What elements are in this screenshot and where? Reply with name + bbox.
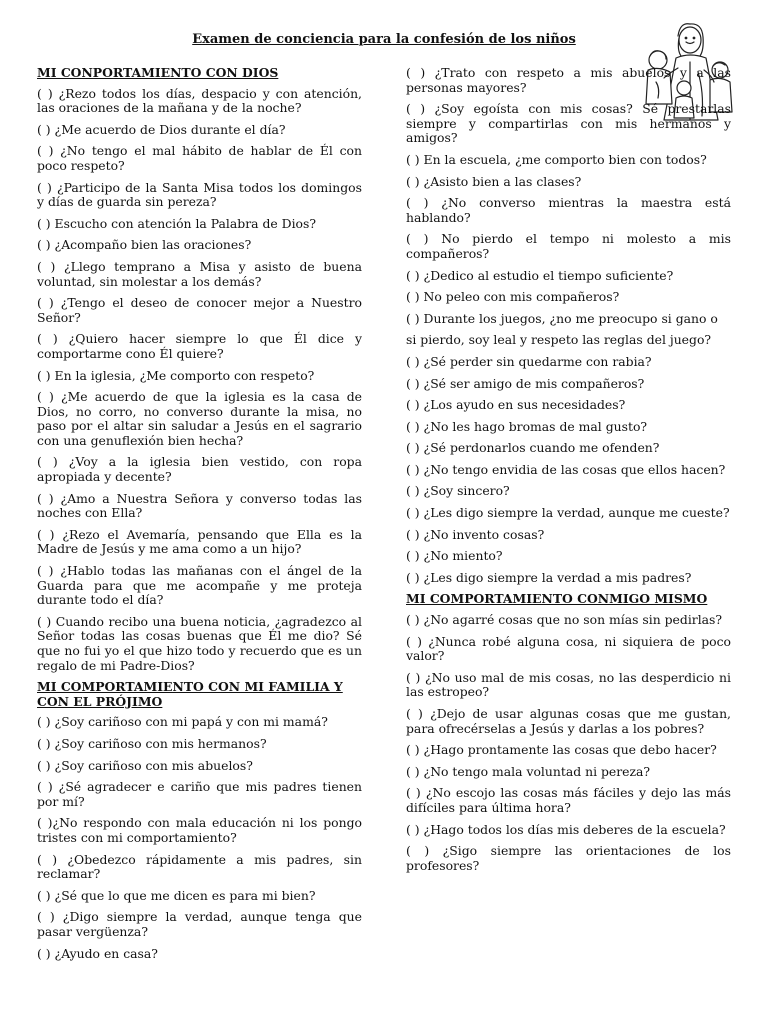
checklist-item: si pierdo, soy leal y respeto las reglas del juego? bbox=[406, 332, 712, 348]
checklist-item: ( ) ¿No miento? bbox=[406, 548, 503, 564]
checklist-item: ( ) ¿Sé perder sin quedarme con rabia? bbox=[406, 353, 652, 369]
checklist-item: ( ) ¿Los ayudo en sus necesidades? bbox=[406, 397, 626, 413]
checklist-item: ( )¿No respondo con mala educación ni los pongo tristes con mi comportamiento? bbox=[37, 815, 362, 845]
checklist-item: ( ) ¿Tengo el deseo de conocer mejor a Nuestro Señor? bbox=[37, 295, 362, 325]
checklist-item: ( ) ¿Hago todos los días mis deberes de la escuela? bbox=[406, 821, 726, 837]
checklist-item: ( ) ¿No uso mal de mis cosas, no las desperdicio ni las estropeo? bbox=[406, 669, 731, 700]
checklist-item: ( ) ¿Sé agradecer e cariño que mis padres tienen por mí? bbox=[37, 779, 362, 809]
checklist-item: ( ) ¿No tengo el mal hábito de hablar de Él con poco respeto? bbox=[37, 143, 362, 173]
checklist-item: ( ) ¿Rezo el Avemaría, pensando que Ella es la Madre de Jesús y me ama como a un hijo? bbox=[37, 526, 362, 557]
checklist-item: ( ) ¿Acompaño bien las oraciones? bbox=[37, 237, 252, 253]
checklist-item: ( ) ¿No agarré cosas que no son mías sin pedirlas? bbox=[406, 612, 723, 628]
checklist-item: ( ) En la iglesia, ¿Me comporto con respeto? bbox=[37, 367, 315, 383]
checklist-item: ( ) En la escuela, ¿me comporto bien con todos? bbox=[406, 151, 707, 167]
right-column bbox=[406, 66, 731, 880]
checklist-item: ( ) ¿Sé ser amigo de mis compañeros? bbox=[406, 375, 645, 391]
checklist-item: ( ) No pierdo el tempo ni molesto a mis compañeros? bbox=[406, 231, 731, 261]
section-heading-self: MI COMPORTAMIENTO CONMIGO MISMO bbox=[406, 591, 708, 607]
checklist-item: ( ) ¿Rezo todos los días, despacio y con atención, las oraciones de la mañana y de la noche? bbox=[37, 85, 362, 116]
checklist-item: ( ) ¿Soy cariñoso con mi papá y con mi mamá? bbox=[37, 714, 328, 730]
checklist-item: ( ) ¿No escojo las cosas más fáciles y dejo las más difíciles para última hora? bbox=[406, 785, 731, 815]
checklist-item: ( ) ¿Sé que lo que me dicen es para mi bien? bbox=[37, 887, 316, 903]
checklist-item: ( ) ¿No tengo envidia de las cosas que ellos hacen? bbox=[406, 461, 726, 477]
checklist-item: ( ) ¿Soy egoísta con mis cosas? Sé prestarlas siempre y compartirlas con mis hermanos y amigos? bbox=[406, 101, 731, 146]
checklist-item: ( ) ¿Dejo de usar algunas cosas que me gustan, para ofrecérselas a Jesús y darlas a los pobres? bbox=[406, 706, 731, 736]
checklist-item: ( ) ¿Me acuerdo de que la iglesia es la casa de Dios, no corro, no converso durante la misa, no paso por el altar sin saludar a Jesús en el sagrario con una genuflexión bien hecha? bbox=[37, 389, 362, 448]
checklist-item: ( ) ¿Les digo siempre la verdad, aunque me cueste? bbox=[406, 505, 730, 521]
checklist-item: ( ) ¿Dedico al estudio el tiempo suficiente? bbox=[406, 267, 674, 283]
checklist-item: ( ) ¿Hablo todas las mañanas con el ángel de la Guarda para que me acompañe y me proteja durante todo el día? bbox=[37, 563, 362, 608]
checklist-item: ( ) ¿Sé perdonarlos cuando me ofenden? bbox=[406, 440, 660, 456]
checklist-item: ( ) ¿Soy cariñoso con mis hermanos? bbox=[37, 735, 267, 751]
checklist-item: ( ) ¿Amo a Nuestra Señora y converso todas las noches con Ella? bbox=[37, 490, 362, 521]
checklist-item: ( ) ¿Quiero hacer siempre lo que Él dice y comportarme cono Él quiere? bbox=[37, 331, 362, 361]
section-heading-family: MI COMPORTAMIENTO CON MI FAMILIA Y CON EL PRÓJIMO bbox=[37, 679, 343, 709]
checklist-item: ( ) ¿No invento cosas? bbox=[406, 526, 545, 542]
checklist-item: ( ) ¿Soy cariñoso con mis abuelos? bbox=[37, 757, 253, 773]
checklist-item: ( ) ¿Trato con respeto a mis abuelos y a las personas mayores? bbox=[406, 65, 731, 95]
left-column bbox=[37, 66, 362, 968]
checklist-item: ( ) ¿Me acuerdo de Dios durante el día? bbox=[37, 121, 286, 137]
checklist-item: ( ) ¿No converso mientras la maestra está hablando? bbox=[406, 195, 731, 225]
checklist-item: ( ) ¿No les hago bromas de mal gusto? bbox=[406, 418, 648, 434]
checklist-item: ( ) Durante los juegos, ¿no me preocupo si gano o bbox=[406, 310, 718, 326]
checklist-item: ( ) ¿Obedezco rápidamente a mis padres, sin reclamar? bbox=[37, 851, 362, 882]
checklist-item: ( ) ¿Soy sincero? bbox=[406, 483, 510, 499]
checklist-item: ( ) ¿No tengo mala voluntad ni pereza? bbox=[406, 763, 651, 779]
checklist-item: ( ) ¿Voy a la iglesia bien vestido, con ropa apropiada y decente? bbox=[37, 454, 362, 485]
checklist-item: ( ) ¿Participo de la Santa Misa todos los domingos y días de guarda sin pereza? bbox=[37, 179, 362, 210]
checklist-item: ( ) ¿Asisto bien a las clases? bbox=[406, 173, 582, 189]
checklist-item: ( ) ¿Digo siempre la verdad, aunque tenga que pasar vergüenza? bbox=[37, 909, 362, 939]
document-title: Examen de conciencia para la confesión de los niños bbox=[192, 32, 576, 47]
checklist-item: ( ) No peleo con mis compañeros? bbox=[406, 289, 620, 305]
checklist-item: ( ) ¿Les digo siempre la verdad a mis padres? bbox=[406, 569, 692, 585]
checklist-item: ( ) Escucho con atención la Palabra de Dios? bbox=[37, 215, 317, 231]
checklist-item: ( ) ¿Hago prontamente las cosas que debo hacer? bbox=[406, 742, 717, 758]
checklist-item: ( ) ¿Ayudo en casa? bbox=[37, 945, 158, 961]
checklist-item: ( ) ¿Sigo siempre las orientaciones de los profesores? bbox=[406, 843, 731, 873]
checklist-item: ( ) Cuando recibo una buena noticia, ¿agradezco al Señor todas las cosas buenas que Él me dio? Sé que no fui yo el que hizo todo y recuerdo que es un regalo de mi Padre-Dios? bbox=[37, 613, 362, 673]
checklist-item: ( ) ¿Nunca robé alguna cosa, ni siquiera de poco valor? bbox=[406, 633, 731, 664]
checklist-item: ( ) ¿Llego temprano a Misa y asisto de buena voluntad, sin molestar a los demás? bbox=[37, 258, 362, 289]
section-heading-god: MI CONPORTAMIENTO CON DIOS bbox=[37, 65, 279, 80]
